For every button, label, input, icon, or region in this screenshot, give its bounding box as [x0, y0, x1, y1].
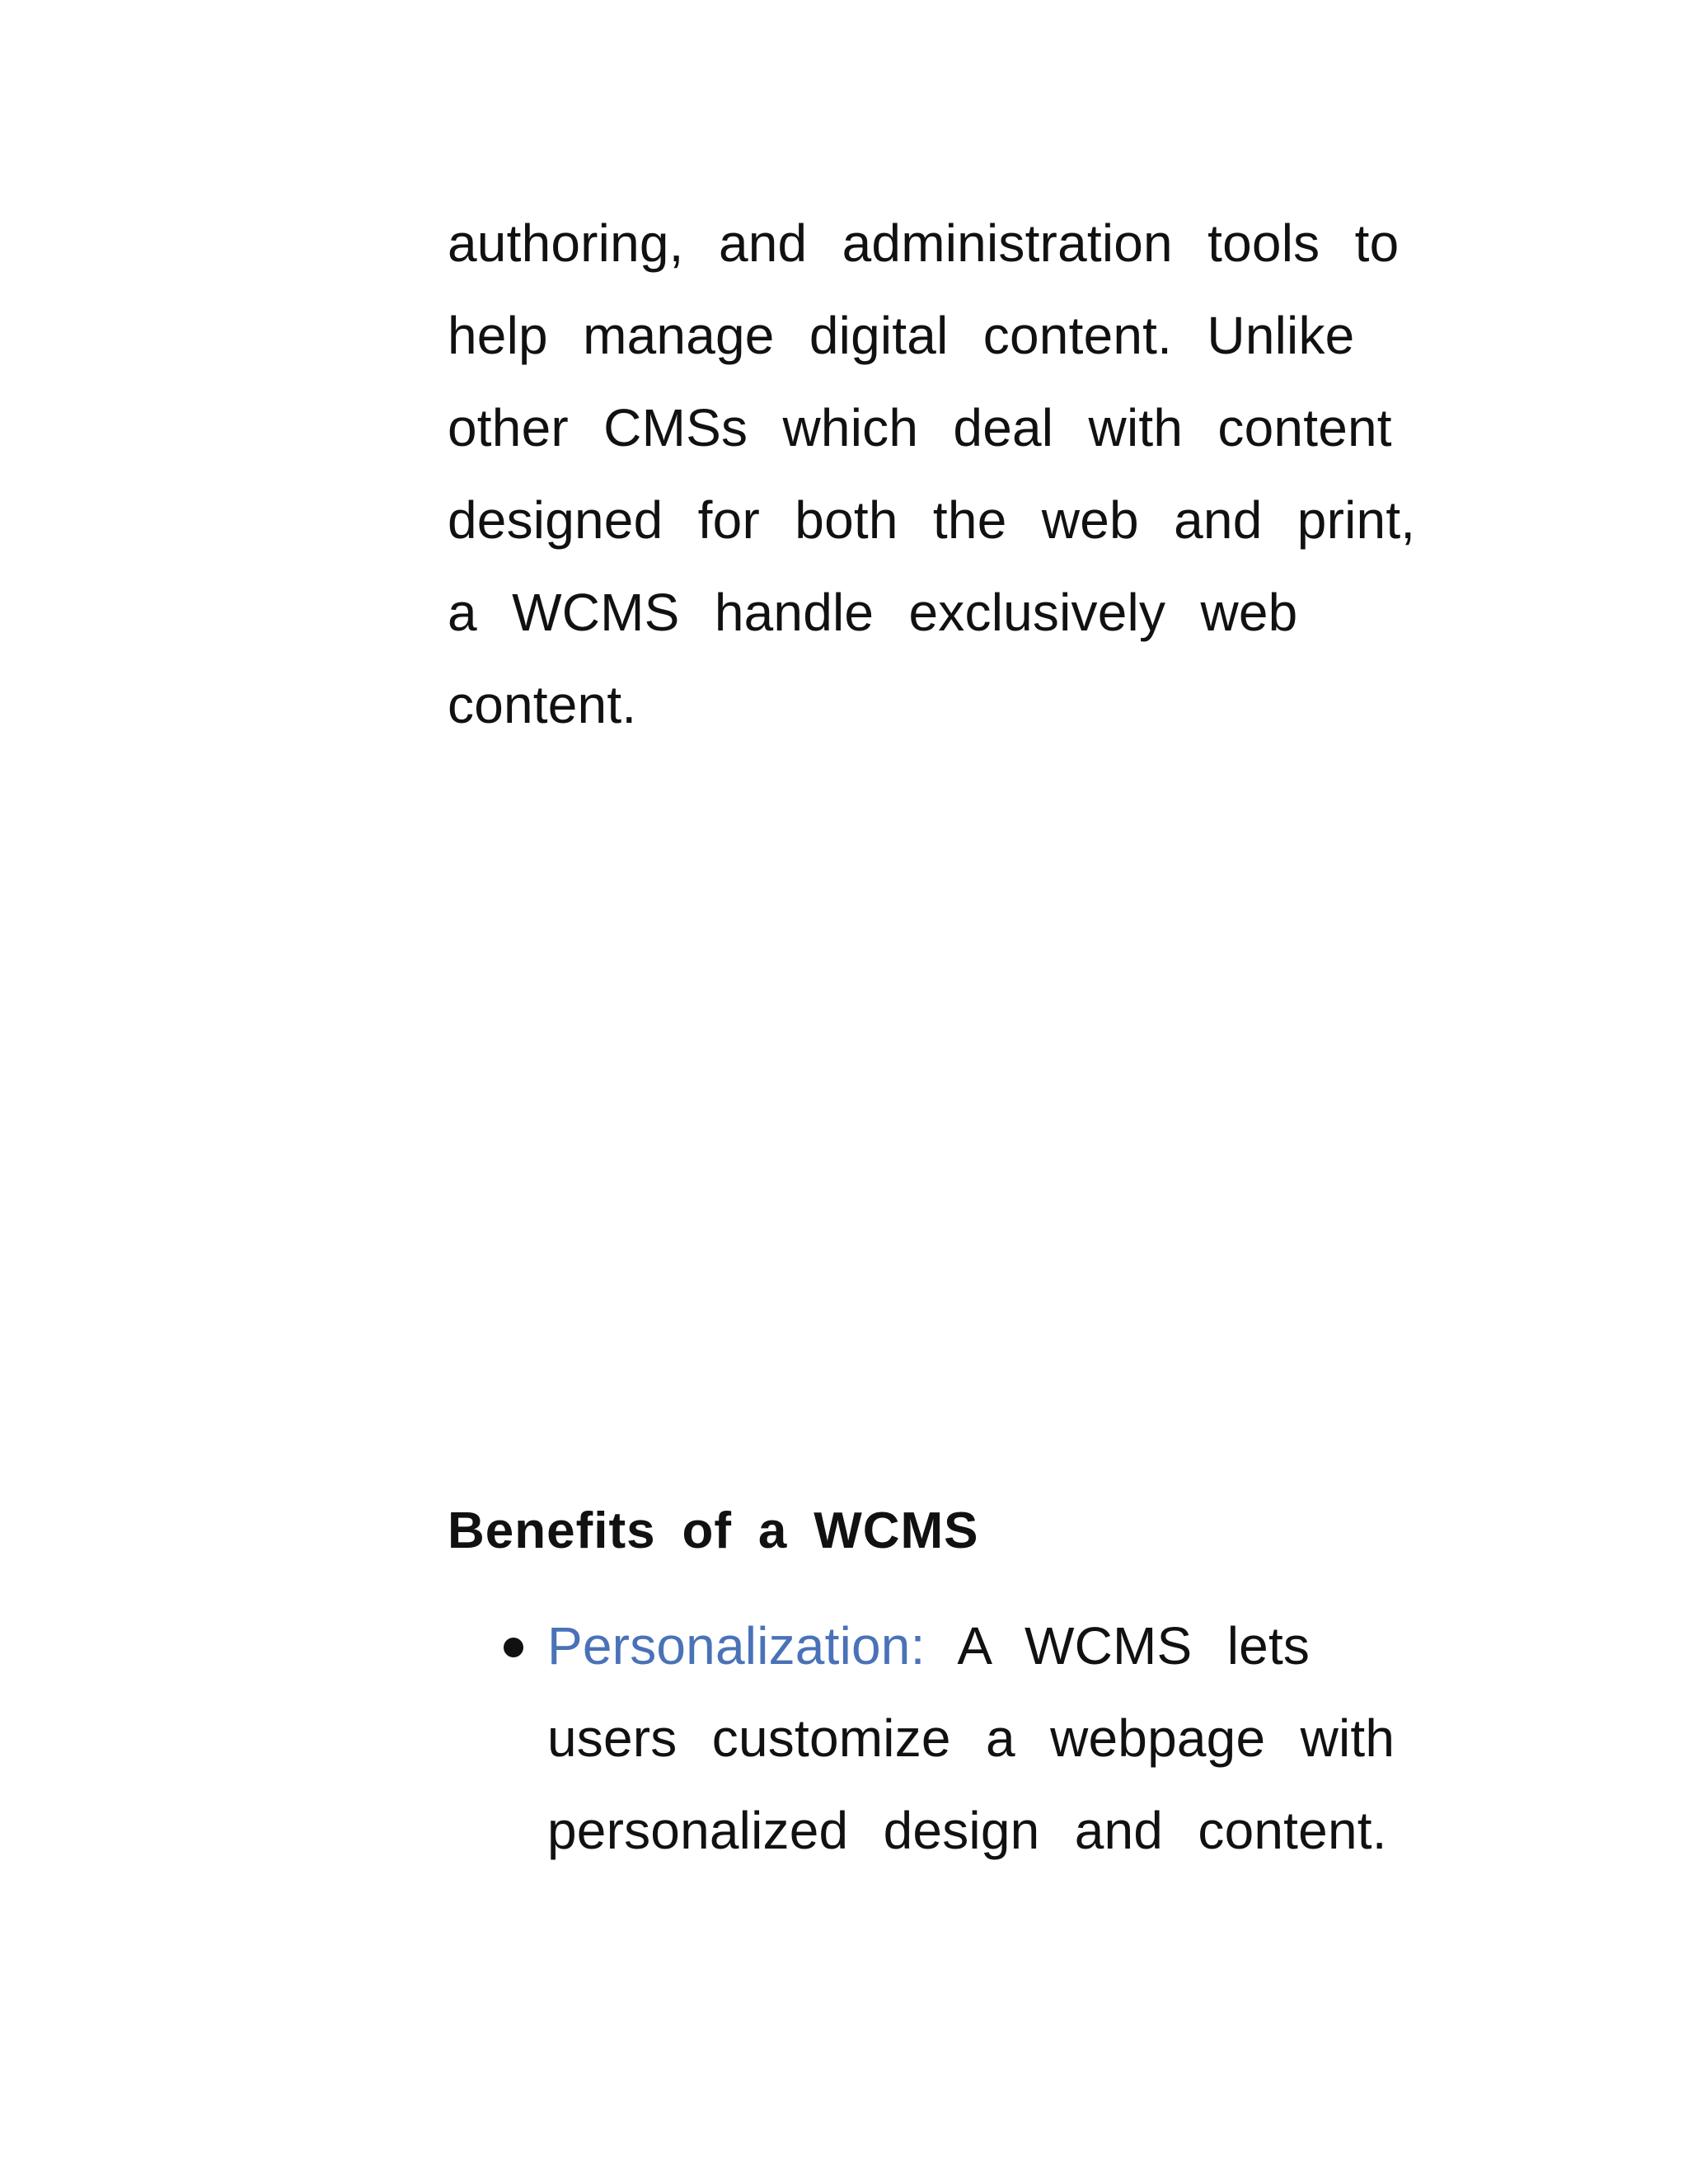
text-line: other CMSs which deal with content	[448, 398, 1392, 457]
text-line: authoring, and administration tools to	[448, 213, 1400, 273]
section-heading: Benefits of a WCMS	[448, 1502, 979, 1559]
text-line: content.	[448, 675, 637, 734]
text-line: help manage digital content. Unlike	[448, 306, 1355, 365]
text-line: designed for both the web and print,	[448, 490, 1416, 550]
bullet-icon	[504, 1638, 523, 1657]
list-item-text-line: personalized design and content.	[547, 1801, 1387, 1860]
intro-paragraph	[448, 210, 1453, 764]
benefits-list	[448, 1613, 1453, 1890]
list-item-text: A WCMS lets	[957, 1616, 1311, 1675]
text-line: a WCMS handle exclusively web	[448, 583, 1298, 642]
list-item	[448, 1613, 1453, 1890]
list-item-text-line: users customize a webpage with	[547, 1708, 1395, 1768]
list-item-first-line	[547, 1613, 1453, 1705]
personalization-link[interactable]: Personalization:	[547, 1616, 926, 1675]
